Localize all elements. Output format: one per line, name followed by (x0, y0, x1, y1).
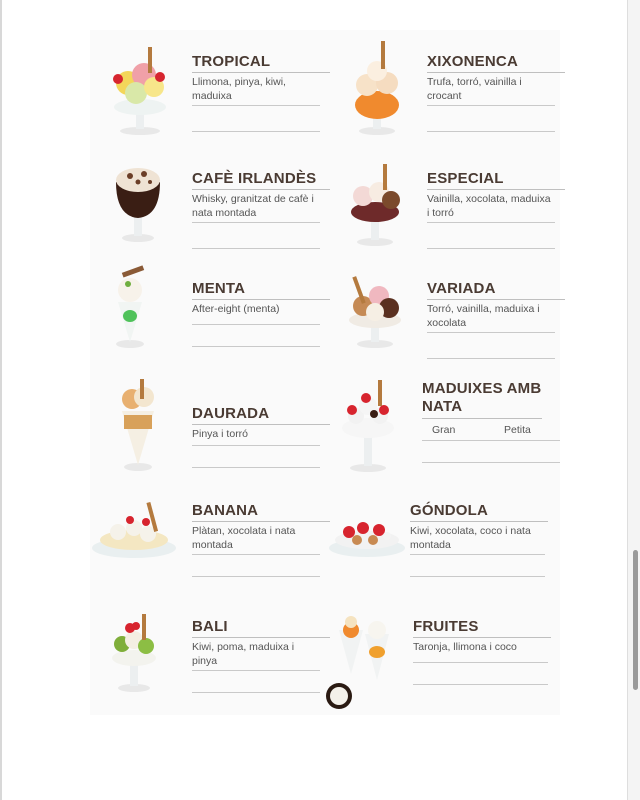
menu-item-cafe-irlandes (100, 152, 335, 264)
scrollbar-thumb[interactable] (633, 550, 638, 690)
menu-item-xixonenca (335, 35, 570, 147)
divider (427, 248, 555, 249)
divider (427, 131, 555, 132)
menu-item-banana (90, 492, 325, 604)
divider (422, 440, 560, 441)
divider (427, 358, 555, 359)
size-large-label: Gran (432, 424, 456, 436)
item-title: TROPICAL (192, 53, 330, 73)
item-description: Kiwi, xocolata, coco i nata montada (410, 525, 531, 551)
item-title: XIXONENCA (427, 53, 565, 73)
divider (422, 462, 560, 463)
menu-item-maduixes-amb-nata (330, 370, 565, 482)
item-title: DAURADA (192, 405, 330, 425)
divider (410, 554, 545, 555)
item-description: Vainilla, xocolata, maduixa i torró (427, 193, 551, 219)
item-title: ESPECIAL (427, 170, 565, 190)
menu-item-bali (100, 600, 335, 712)
gondola-sundae-image (325, 492, 413, 604)
scrollbar-track[interactable] (627, 0, 640, 800)
item-description: Trufa, torró, vainilla i crocant (427, 76, 522, 102)
item-description: Taronja, llimona i coco (413, 641, 517, 653)
item-title: BALI (192, 618, 330, 638)
menu-item-especial (335, 152, 570, 264)
item-description: Kiwi, poma, maduixa i pinya (192, 641, 295, 667)
item-description: Pinya i torró (192, 428, 249, 440)
item-title: GÓNDOLA (410, 502, 548, 522)
item-title: VARIADA (427, 280, 565, 300)
xixonenca-sundae-image (335, 35, 423, 147)
item-description: Whisky, granitzat de cafè i nata montada (192, 193, 314, 219)
menu-item-menta (100, 262, 335, 374)
item-title: MADUIXES AMB NATA (422, 380, 542, 419)
daurada-sundae-image (100, 375, 188, 487)
menu-item-daurada (100, 375, 335, 487)
divider (192, 222, 320, 223)
divider (192, 324, 320, 325)
variada-sundae-image (335, 262, 423, 374)
divider (413, 662, 548, 663)
item-title: FRUITES (413, 618, 551, 638)
menta-sundae-image (100, 262, 188, 374)
divider (192, 131, 320, 132)
menu-item-tropical (100, 35, 335, 147)
menu-panel (90, 30, 560, 715)
bali-sundae-image (100, 600, 188, 712)
divider (192, 554, 320, 555)
divider (427, 332, 555, 333)
divider (427, 222, 555, 223)
item-description: Torró, vainilla, maduixa i xocolata (427, 303, 540, 329)
divider (192, 692, 320, 693)
menu-item-variada (335, 262, 570, 374)
page-border (0, 0, 2, 800)
especial-sundae-image (335, 152, 423, 264)
item-title: MENTA (192, 280, 330, 300)
fruites-sundae-image (325, 600, 413, 712)
item-description: Llimona, pinya, kiwi, maduixa (192, 76, 286, 102)
divider (192, 576, 320, 577)
divider (413, 684, 548, 685)
irish-coffee-image (100, 152, 188, 264)
divider (192, 248, 320, 249)
item-title: CAFÈ IRLANDÈS (192, 170, 330, 190)
menu-item-gondola (325, 492, 560, 604)
divider (192, 346, 320, 347)
item-description: Plàtan, xocolata i nata montada (192, 525, 296, 551)
divider (192, 445, 320, 446)
divider (410, 576, 545, 577)
divider (427, 105, 555, 106)
strawberries-cream-image (330, 370, 418, 482)
item-title: BANANA (192, 502, 330, 522)
tropical-sundae-image (100, 35, 188, 147)
divider (192, 105, 320, 106)
divider (192, 467, 320, 468)
size-small-label: Petita (504, 424, 531, 436)
divider (192, 670, 320, 671)
banana-split-image (90, 492, 182, 604)
item-description: After-eight (menta) (192, 303, 280, 315)
menu-item-fruites (325, 600, 560, 712)
